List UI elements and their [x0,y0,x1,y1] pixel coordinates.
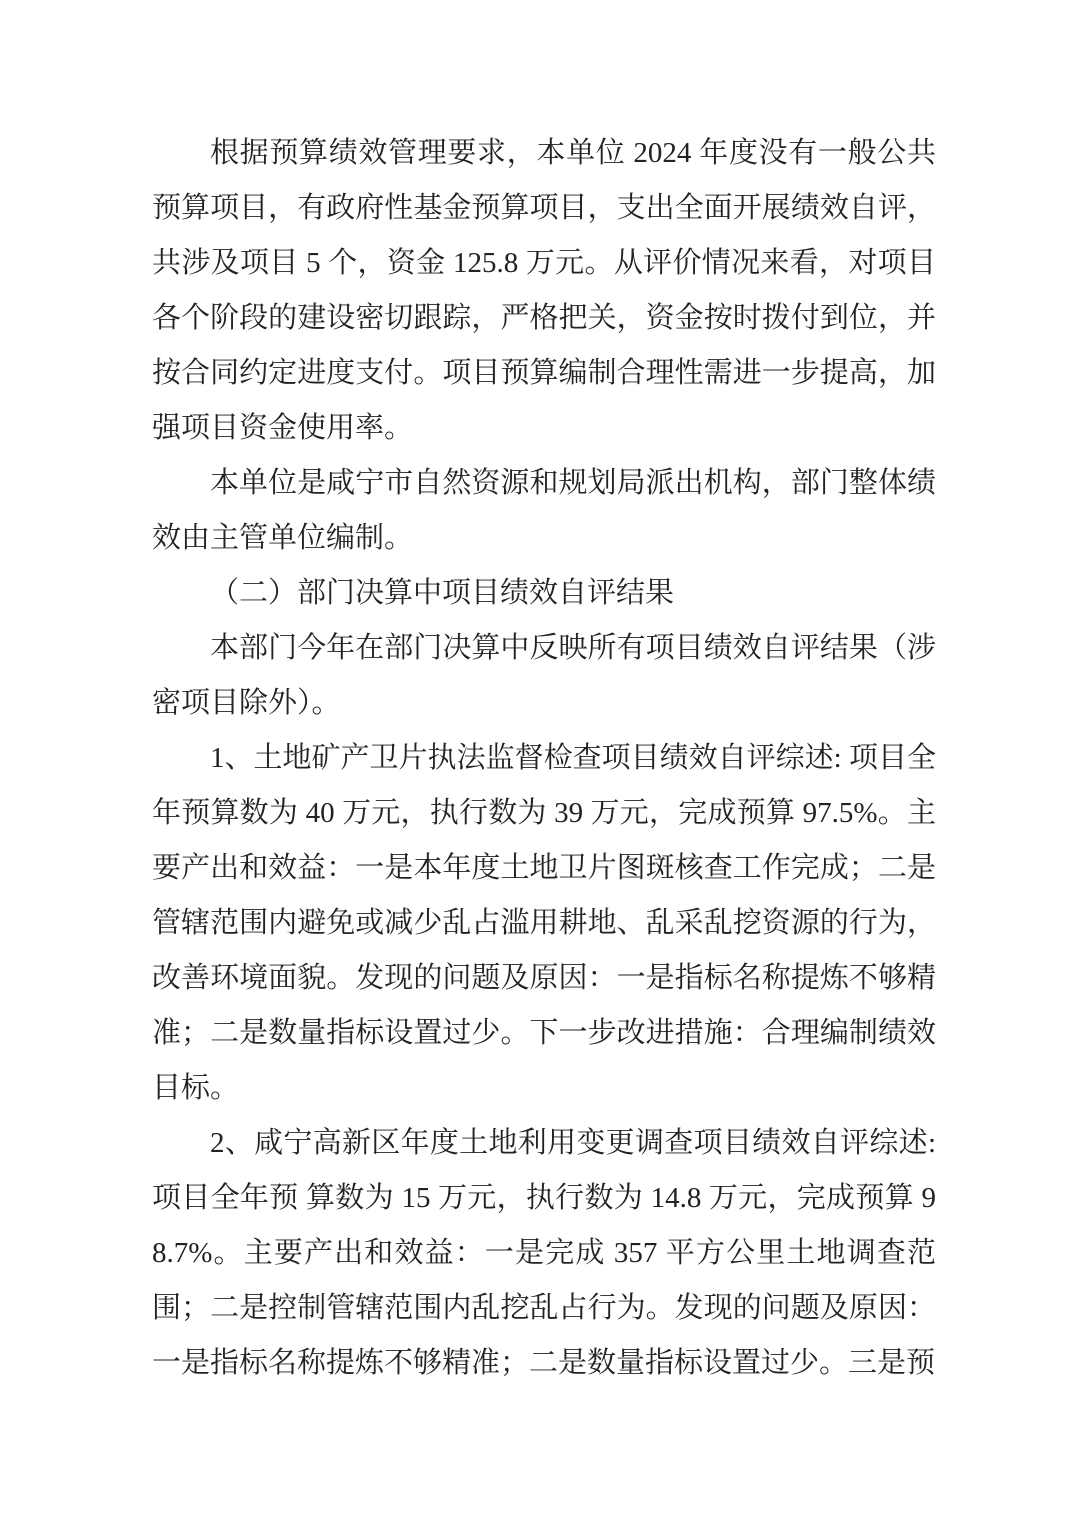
section-heading-self-evaluation-results: （二）部门决算中项目绩效自评结果 [210,577,675,609]
paragraph-project-2-land-use-change-survey: 2、咸宁高新区年度土地利用变更调查项目绩效自评综述: 项目全年预 算数为 15 万元，执行数为 14.8 万元，完成预算 98.7%。主要产出和效益：一是完成 357 平方公里土地调查范围；二是控制管辖范围内乱挖乱占行为。发现的问题及原因：一是指标名称提炼不够精准；二是数量指标设置过少。三是预 [152,1127,936,1379]
paragraph-unit-affiliation: 本单位是咸宁市自然资源和规划局派出机构，部门整体绩效由主管单位编制。 [152,467,936,554]
document-body [152,126,936,1391]
paragraph-project-1-land-mineral-satellite-inspection: 1、土地矿产卫片执法监督检查项目绩效自评综述: 项目全年预算数为 40 万元，执行数为 39 万元，完成预算 97.5%。主要产出和效益：一是本年度土地卫片图斑核查工作完成；二是管辖范围内避免或减少乱占滥用耕地、乱采乱挖资源的行为，改善环境面貌。发现的问题及原因：一是指标名称提炼不够精准；二是数量指标设置过少。下一步改进措施：合理编制绩效目标。 [152,742,936,1104]
paragraph-results-scope: 本部门今年在部门决算中反映所有项目绩效自评结果（涉密项目除外）。 [152,632,936,719]
paragraph-budget-overview: 根据预算绩效管理要求，本单位 2024 年度没有一般公共预算项目，有政府性基金预算项目，支出全面开展绩效自评，共涉及项目 5 个，资金 125.8 万元。从评价情况来看，对项目各个阶段的建设密切跟踪，严格把关，资金按时拨付到位，并按合同约定进度支付。项目预算编制合理性需进一步提高，加强项目资金使用率。 [152,137,936,444]
